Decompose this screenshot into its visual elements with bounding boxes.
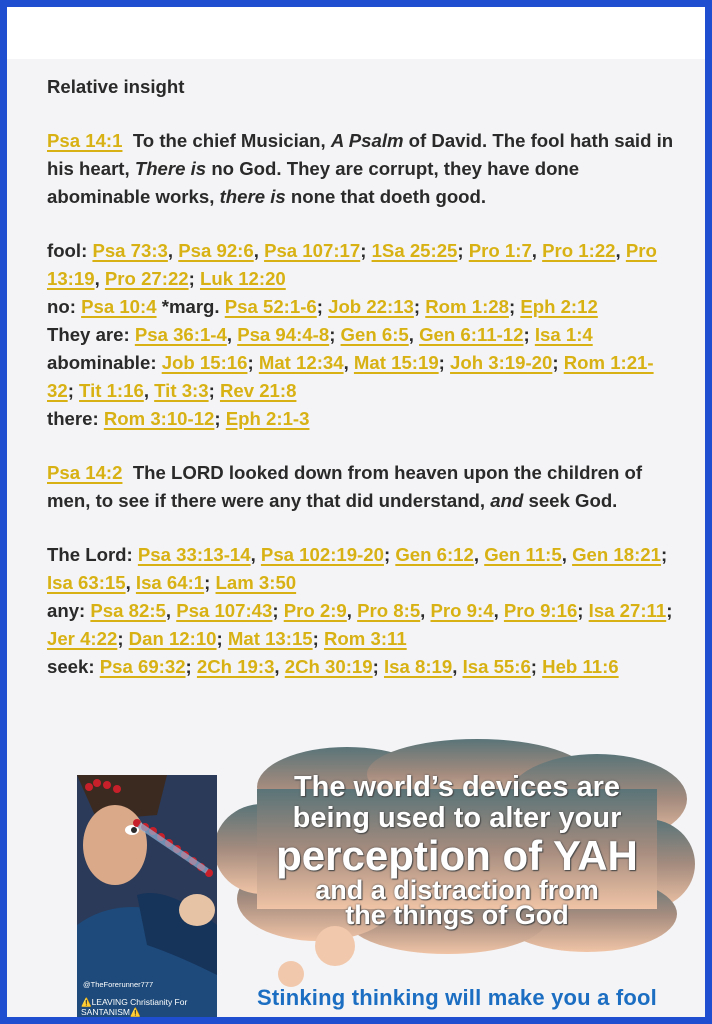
crossref-separator: , (531, 240, 543, 261)
crossref-link[interactable]: Psa 33:13-14 (137, 544, 251, 565)
crossref-link[interactable]: Pro 13:19 (47, 240, 657, 289)
cloud-line-1: The world’s devices are (293, 771, 621, 803)
crossref-link[interactable]: Rev 21:8 (219, 380, 297, 401)
cloud-message (242, 767, 672, 929)
crossref-link[interactable]: Pro 9:16 (503, 600, 578, 621)
crossref-separator: ; (660, 544, 668, 565)
crossref-separator: ; (312, 628, 324, 649)
crossref-link[interactable]: Psa 69:32 (99, 656, 186, 677)
crossref-separator: ; (383, 544, 396, 565)
crossref-link[interactable]: Gen 6:11-12 (419, 324, 524, 345)
cloud-line-4: and a distraction from (315, 875, 599, 905)
page-heading: Relative insight (47, 76, 185, 97)
crossref-separator: ; (204, 572, 216, 593)
crossref-link[interactable]: Pro 27:22 (104, 268, 189, 289)
crossref-line (47, 293, 677, 321)
crossref-separator: , (346, 600, 358, 621)
crossref-link[interactable]: Mat 13:15 (227, 628, 313, 649)
page (7, 7, 705, 1017)
crossref-link[interactable]: Psa 73:3 (92, 240, 168, 261)
verse-ref-link[interactable]: Psa 14:1 (47, 130, 123, 151)
crossref-separator: ; (208, 380, 220, 401)
crossref-line (47, 597, 677, 653)
crossref-link[interactable]: 1Sa 25:25 (371, 240, 458, 261)
crossref-link[interactable]: Psa 10:4 (81, 296, 157, 317)
crossref-separator: ; (438, 352, 451, 373)
crossref-link[interactable]: Rom 1:21-32 (47, 352, 654, 401)
crossref-link[interactable]: Lam 3:50 (215, 572, 297, 593)
crossref-link[interactable]: Isa 1:4 (534, 324, 593, 345)
crossref-link[interactable]: Isa 55:6 (462, 656, 531, 677)
crossref-separator: ; (247, 352, 259, 373)
verse-psa-14-1 (47, 127, 677, 211)
crossref-note: *marg. (156, 296, 225, 317)
crossref-link[interactable]: Psa 102:19-20 (260, 544, 384, 565)
thumbnail-handle: @TheForerunner777 (83, 980, 154, 989)
crossref-link[interactable]: Mat 12:34 (258, 352, 344, 373)
meme-caption: Stinking thinking will make you a fool (257, 985, 657, 1010)
crossref-label: seek: (47, 656, 100, 677)
crossref-link[interactable]: Psa 52:1-6 (224, 296, 317, 317)
crossref-separator: ; (372, 656, 384, 677)
crossref-link[interactable]: 2Ch 30:19 (284, 656, 373, 677)
crossref-separator: , (143, 380, 155, 401)
crossref-label: fool: (47, 240, 93, 261)
crossref-separator: , (452, 656, 463, 677)
crossref-separator: ; (188, 268, 200, 289)
crossref-separator: , (343, 352, 354, 373)
video-thumbnail (77, 775, 217, 1017)
crossref-line (47, 349, 677, 405)
crossref-link[interactable]: Pro 2:9 (283, 600, 347, 621)
verse-text: To the chief Musician, (132, 130, 331, 151)
crossref-separator: ; (523, 324, 535, 345)
crossref-separator: ; (117, 628, 129, 649)
crossref-separator: , (125, 572, 136, 593)
crossref-link[interactable]: Rom 1:28 (425, 296, 509, 317)
crossref-link[interactable]: Job 15:16 (161, 352, 248, 373)
verse-psa-14-2 (47, 459, 677, 515)
crossref-separator: ; (413, 296, 426, 317)
verse-text-italic: A Psalm (330, 130, 404, 151)
crossref-link[interactable]: Gen 6:5 (340, 324, 409, 345)
verse-text: none that doeth good. (285, 186, 487, 207)
crossref-link[interactable]: Joh 3:19-20 (450, 352, 553, 373)
crossref-separator: , (250, 544, 261, 565)
crossref-label: They are: (47, 324, 135, 345)
crossref-link[interactable]: Mat 15:19 (353, 352, 439, 373)
crossref-link[interactable]: Isa 63:15 (47, 572, 126, 593)
crossref-link[interactable]: Rom 3:11 (324, 628, 407, 649)
crossref-separator: , (167, 240, 179, 261)
crossref-link[interactable]: Psa 107:17 (264, 240, 361, 261)
crossref-link[interactable]: Gen 6:12 (395, 544, 474, 565)
crossref-separator: , (615, 240, 626, 261)
crossref-separator: , (94, 268, 105, 289)
crossref-separator: ; (360, 240, 372, 261)
crossref-link[interactable]: Isa 27:11 (588, 600, 667, 621)
verse-text: no God. They are corrupt, they have done abominable works, (47, 158, 580, 207)
verse-text-italic: and (490, 490, 524, 511)
crossref-link[interactable]: Pro 8:5 (357, 600, 421, 621)
crossref-line (47, 321, 677, 349)
crossref-separator: , (165, 600, 177, 621)
crossref-separator: , (253, 240, 265, 261)
crossref-separator: ; (216, 628, 228, 649)
crossref-separator: ; (67, 380, 80, 401)
crossref-separator: , (493, 600, 504, 621)
cloud-line-2: being used to alter your (292, 802, 622, 834)
crossref-link[interactable]: 2Ch 19:3 (196, 656, 275, 677)
verse-text-italic: There is (134, 158, 207, 179)
crossref-link[interactable]: Eph 2:12 (520, 296, 598, 317)
crossrefs-group-2 (47, 541, 677, 681)
crossref-line (47, 653, 677, 681)
crossref-label: The Lord: (47, 544, 138, 565)
crossref-separator: ; (272, 600, 284, 621)
crossref-separator: ; (185, 656, 197, 677)
crossref-link[interactable]: Gen 11:5 (484, 544, 562, 565)
crossref-link[interactable]: Job 22:13 (328, 296, 414, 317)
crossref-link[interactable]: Psa 94:4-8 (237, 324, 330, 345)
crossref-label: no: (47, 296, 82, 317)
crossref-link[interactable]: Isa 8:19 (383, 656, 453, 677)
crossref-separator: , (561, 544, 573, 565)
crossref-separator: , (473, 544, 485, 565)
crossref-link[interactable]: Psa 92:6 (178, 240, 254, 261)
crossref-separator: ; (316, 296, 329, 317)
crossref-separator: ; (530, 656, 543, 677)
crossref-link[interactable]: Gen 18:21 (572, 544, 661, 565)
crossref-link[interactable]: Pro 1:7 (468, 240, 532, 261)
crossref-link[interactable]: Psa 82:5 (90, 600, 166, 621)
crossref-link[interactable]: Luk 12:20 (199, 268, 286, 289)
cloud-line-3: perception of YAH (276, 832, 638, 879)
crossref-separator: ; (457, 240, 469, 261)
crossref-link[interactable]: Psa 36:1-4 (134, 324, 227, 345)
crossref-link[interactable]: Dan 12:10 (128, 628, 217, 649)
thumbnail-warning: ⚠️LEAVING Christianity For SANTANISM⚠️ (81, 997, 188, 1017)
crossref-link[interactable]: Jer 4:22 (47, 628, 118, 649)
bible-notes (47, 73, 677, 681)
cloud-line-5: the things of God (345, 900, 569, 930)
crossref-label: there: (47, 408, 104, 429)
verse-text: seek God. (523, 490, 618, 511)
crossref-link[interactable]: Tit 1:16 (79, 380, 144, 401)
crossref-separator: ; (577, 600, 589, 621)
crossref-link[interactable]: Heb 11:6 (542, 656, 619, 677)
crossref-link[interactable]: Rom 3:10-12 (103, 408, 215, 429)
crossrefs-group-1 (47, 237, 677, 433)
crossref-line (47, 237, 677, 293)
verse-text: of David. The fool hath said in his heart, (47, 130, 674, 179)
crossref-separator: , (226, 324, 238, 345)
crossref-separator: , (274, 656, 285, 677)
crossref-link[interactable]: Eph 2:1-3 (225, 408, 310, 429)
crossref-label: any: (47, 600, 91, 621)
crossref-link[interactable]: Psa 107:43 (176, 600, 273, 621)
verse-ref-link[interactable]: Psa 14:2 (47, 462, 123, 483)
crossref-separator: ; (329, 324, 341, 345)
crossref-separator: ; (508, 296, 521, 317)
crossref-line (47, 405, 677, 433)
crossref-link[interactable]: Isa 64:1 (135, 572, 205, 593)
verse-text: The LORD looked down from heaven upon the children of men, to see if there were any that did understand, (47, 462, 643, 511)
crossref-separator: ; (552, 352, 564, 373)
crossref-separator: , (420, 600, 431, 621)
crossref-separator: ; (214, 408, 226, 429)
crossref-link[interactable]: Tit 3:3 (154, 380, 209, 401)
crossref-link[interactable]: Pro 9:4 (430, 600, 494, 621)
crossref-label: abominable: (47, 352, 162, 373)
top-band (7, 7, 705, 59)
crossref-line (47, 541, 677, 597)
verse-text-italic: there is (219, 186, 286, 207)
crossref-link[interactable]: Pro 1:22 (542, 240, 616, 261)
crossref-separator: , (408, 324, 420, 345)
crossref-separator: ; (666, 600, 673, 621)
